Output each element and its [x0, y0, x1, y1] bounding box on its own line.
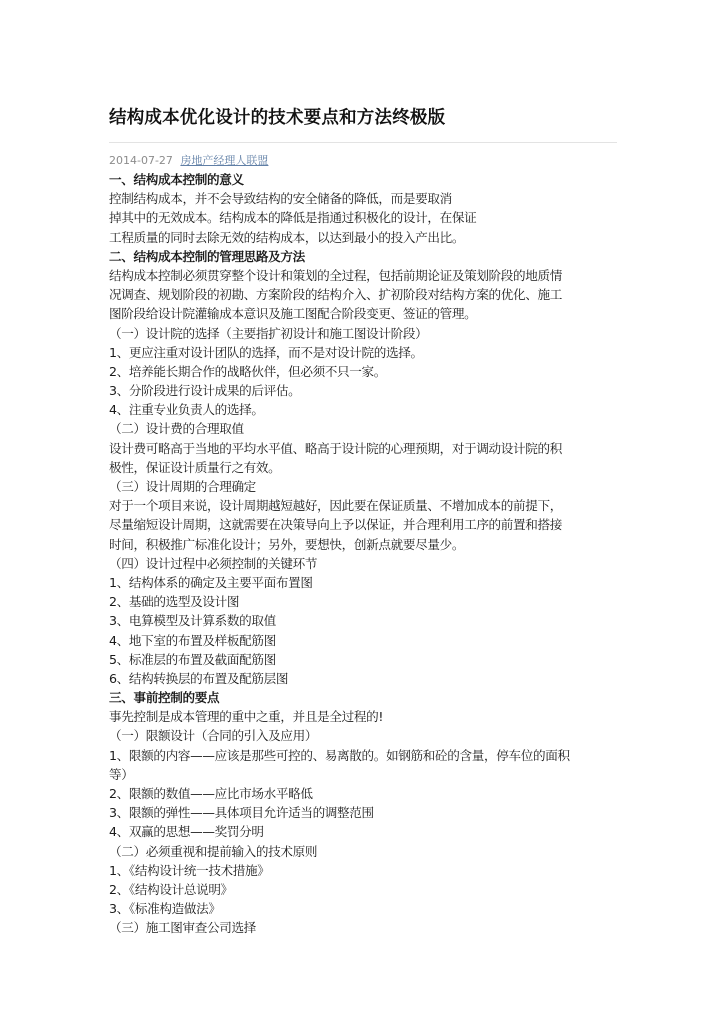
section-heading: 一、结构成本控制的意义: [109, 172, 244, 187]
body-text-line: 控制结构成本，并不会导致结构的安全储备的降低，而是要取消: [109, 191, 452, 207]
body-text-line: 2、基础的选型及设计图: [109, 594, 240, 610]
body-text-line: 1、《结构设计统一技术措施》: [109, 862, 270, 878]
body-text-line: 2、《结构设计总说明》: [109, 881, 233, 897]
body-text-line: （四）设计过程中必须控制的关键环节: [109, 555, 318, 571]
body-text-line: 4、双赢的思想——奖罚分明: [109, 824, 264, 840]
body-text-line: 等）: [109, 766, 134, 782]
body-text-line: 3、分阶段进行设计成果的后评估。: [109, 383, 301, 399]
body-text-line: 时间，积极推广标准化设计；另外，要想快，创新点就要尽量少。: [109, 536, 465, 552]
article-title: 结构成本优化设计的技术要点和方法终极版: [109, 108, 446, 128]
body-text-line: 尽量缩短设计周期，这就需要在决策导向上予以保证，并合理利用工序的前置和搭接: [109, 517, 563, 533]
body-text-line: 1、结构体系的确定及主要平面布置图: [109, 574, 313, 590]
body-text-line: 3、电算模型及计算系数的取值: [109, 613, 276, 629]
section-heading: 二、结构成本控制的管理思路及方法: [109, 248, 305, 264]
body-text-line: （二）设计费的合理取值: [109, 421, 244, 437]
body-text-line: 2、培养能长期合作的战略伙伴，但必须不只一家。: [109, 363, 387, 379]
body-text-line: 6、结构转换层的布置及配筋层图: [109, 670, 289, 686]
body-text-line: 4、注重专业负责人的选择。: [109, 402, 264, 418]
body-text-line: 极性，保证设计质量行之有效。: [109, 459, 281, 475]
article-meta: [109, 152, 268, 168]
publish-date: 2014-07-27: [109, 154, 173, 167]
article-body: [109, 170, 617, 938]
body-text-line: 3、限额的弹性——具体项目允许适当的调整范围: [109, 805, 374, 821]
body-text-line: 设计费可略高于当地的平均水平值、略高于设计院的心理预期，对于调动设计院的积: [109, 440, 563, 456]
body-text-line: 1、限额的内容——应该是那些可控的、易离散的。如钢筋和砼的含量，停车位的面积: [109, 747, 570, 763]
body-text-line: （三）施工图审查公司选择: [109, 920, 256, 936]
body-text-line: 事先控制是成本管理的重中之重，并且是全过程的!: [109, 709, 384, 725]
body-text-line: 对于一个项目来说，设计周期越短越好，因此要在保证质量、不增加成本的前提下，: [109, 498, 563, 514]
section-heading: 三、事前控制的要点: [109, 690, 220, 706]
body-text-line: （一）设计院的选择（主要指扩初设计和施工图设计阶段）: [109, 325, 428, 341]
title-divider: [109, 142, 617, 143]
body-text-line: 结构成本控制必须贯穿整个设计和策划的全过程，包括前期论证及策划阶段的地质情: [109, 267, 563, 283]
author-link[interactable]: 房地产经理人联盟: [180, 154, 269, 167]
body-text-line: 图阶段给设计院灌输成本意识及施工图配合阶段变更、签证的管理。: [109, 306, 477, 322]
body-text-line: （二）必须重视和提前输入的技术原则: [109, 843, 318, 859]
body-text-line: 掉其中的无效成本。结构成本的降低是指通过积极化的设计，在保证: [109, 210, 477, 226]
body-text-line: 3、《标准构造做法》: [109, 901, 221, 917]
body-text-line: 1、更应注重对设计团队的选择，而不是对设计院的选择。: [109, 344, 423, 360]
body-text-line: （三）设计周期的合理确定: [109, 479, 256, 494]
body-text-line: 2、限额的数值——应比市场水平略低: [109, 786, 313, 801]
body-text-line: 况调查、规划阶段的初勘、方案阶段的结构介入、扩初阶段对结构方案的优化、施工: [109, 287, 563, 303]
body-text-line: 工程质量的同时去除无效的结构成本，以达到最小的投入产出比。: [109, 229, 465, 245]
body-text-line: 5、标准层的布置及截面配筋图: [109, 651, 276, 667]
body-text-line: （一）限额设计（合同的引入及应用）: [109, 728, 318, 744]
body-text-line: 4、地下室的布置及样板配筋图: [109, 632, 276, 648]
